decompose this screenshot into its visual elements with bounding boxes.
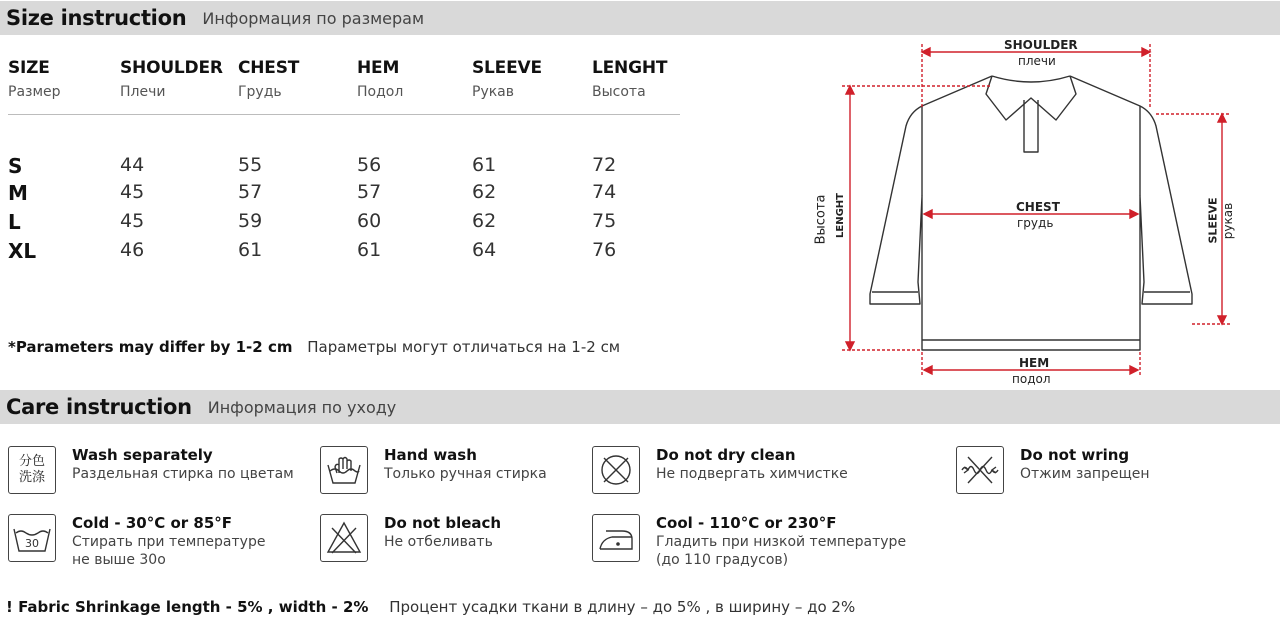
length-cell: 72 [592,154,617,176]
garment-diagram [810,36,1260,390]
diagram-label-shoulder-en: SHOULDER [1004,38,1078,52]
care-item-en: Wash separately [72,446,213,464]
diagram-label-chest-en: CHEST [1016,200,1060,214]
column-header-sleeve [472,58,542,100]
diagram-label-length-ru: Высота [813,194,829,245]
table-row [8,154,680,183]
care-item-cold-wash [8,514,265,569]
separate-wash-icon-text-1: 分色 [18,454,45,469]
no-dry-clean-glyph [598,452,634,488]
shrinkage-note-en: ! Fabric Shrinkage length - 5% , width - 2% [6,598,369,616]
care-item-no-dry-clean [592,446,848,494]
column-header-ru: Рукав [472,84,515,100]
column-header-en: SHOULDER [120,58,223,78]
care-item-wash-separately [8,446,294,494]
care-item-no-wring [956,446,1150,494]
care-item-ru: Раздельная стирка по цветам [72,466,294,482]
sleeve-cell: 64 [472,239,497,261]
care-section-header [0,390,1280,424]
care-item-iron-low [592,514,906,569]
care-section-title: Care instruction [6,395,192,419]
size-section-header [0,1,1280,35]
size-cell: XL [8,239,37,263]
diagram-label-chest-ru: грудь [1017,216,1054,230]
care-item-en: Do not bleach [384,514,502,532]
shoulder-cell: 44 [120,154,145,176]
diagram-label-shoulder-ru: плечи [1018,54,1056,68]
diagram-label-sleeve-en: SLEEVE [1206,197,1220,244]
wash-30-icon [8,514,56,562]
table-divider [8,114,680,115]
table-row [8,181,680,210]
care-item-en: Hand wash [384,446,477,464]
column-header-length [592,58,667,100]
no-bleach-glyph [325,520,363,556]
column-header-en: SIZE [8,58,50,78]
diagram-label-hem-en: HEM [1019,356,1050,370]
no-bleach-icon [320,514,368,562]
care-item-hand-wash [320,446,547,494]
iron-low-glyph [596,523,636,553]
table-row [8,239,680,268]
separate-wash-icon-text-2: 洗涤 [18,470,45,485]
hem-cell: 60 [357,210,382,232]
diagram-label-sleeve-ru: рукав [1221,202,1236,240]
column-header-shoulder [120,58,223,100]
size-section-title: Size instruction [6,6,187,30]
table-row [8,210,680,239]
column-header-ru: Подол [357,84,404,100]
size-cell: M [8,181,28,205]
wash-30-icon-text: 30 [25,537,39,550]
separate-wash-icon [8,446,56,494]
care-item-ru: Только ручная стирка [384,466,547,482]
care-item-ru: Не отбеливать [384,534,493,550]
column-header-en: HEM [357,58,400,78]
diagram-label-length-en: LENGHT [834,193,846,238]
hand-wash-icon [320,446,368,494]
column-header-ru: Размер [8,84,61,100]
size-cell: L [8,210,21,234]
column-header-ru: Грудь [238,84,282,100]
no-wring-glyph [960,455,1000,485]
care-item-ru: Стирать при температуре не выше 30о [72,534,266,568]
length-cell: 74 [592,181,617,203]
hem-cell: 57 [357,181,382,203]
iron-low-icon [592,514,640,562]
shoulder-cell: 45 [120,181,145,203]
size-cell: S [8,154,23,178]
no-dry-clean-icon [592,446,640,494]
shrinkage-note [6,598,855,616]
care-section-subtitle: Информация по уходу [207,397,397,417]
size-note [8,338,620,356]
chest-cell: 59 [238,210,263,232]
length-cell: 76 [592,239,617,261]
no-wring-icon [956,446,1004,494]
care-item-ru: Гладить при низкой температуре (до 110 градусов) [656,534,907,568]
care-item-en: Do not wring [1020,446,1130,464]
column-header-ru: Высота [592,84,646,100]
column-header-en: SLEEVE [472,58,542,78]
hand-wash-glyph [325,453,363,487]
wash-30-glyph [12,521,52,555]
column-header-en: LENGHT [592,58,668,78]
care-item-ru: Не подвергать химчистке [656,466,848,482]
size-note-ru: Параметры могут отличаться на 1-2 см [307,338,621,356]
care-item-ru: Отжим запрещен [1020,466,1150,482]
length-cell: 75 [592,210,617,232]
chest-cell: 55 [238,154,263,176]
sleeve-cell: 61 [472,154,497,176]
sleeve-cell: 62 [472,210,497,232]
column-header-size [8,58,61,100]
column-header-chest [238,58,299,100]
sleeve-cell: 62 [472,181,497,203]
care-item-en: Cold - 30°C or 85°F [72,514,233,532]
size-note-en: *Parameters may differ by 1-2 cm [8,338,293,356]
hem-cell: 56 [357,154,382,176]
care-item-en: Cool - 110°C or 230°F [656,514,837,532]
column-header-ru: Плечи [120,84,166,100]
chest-cell: 61 [238,239,263,261]
diagram-label-hem-ru: подол [1012,372,1051,386]
shoulder-cell: 46 [120,239,145,261]
column-header-en: CHEST [238,58,300,78]
care-item-no-bleach [320,514,501,562]
chest-cell: 57 [238,181,263,203]
column-header-hem [357,58,403,100]
care-item-en: Do not dry clean [656,446,796,464]
shrinkage-note-ru: Процент усадки ткани в длину – до 5% , в ширину – до 2% [389,598,856,616]
size-section-subtitle: Информация по размерам [202,8,425,28]
shoulder-cell: 45 [120,210,145,232]
hem-cell: 61 [357,239,382,261]
